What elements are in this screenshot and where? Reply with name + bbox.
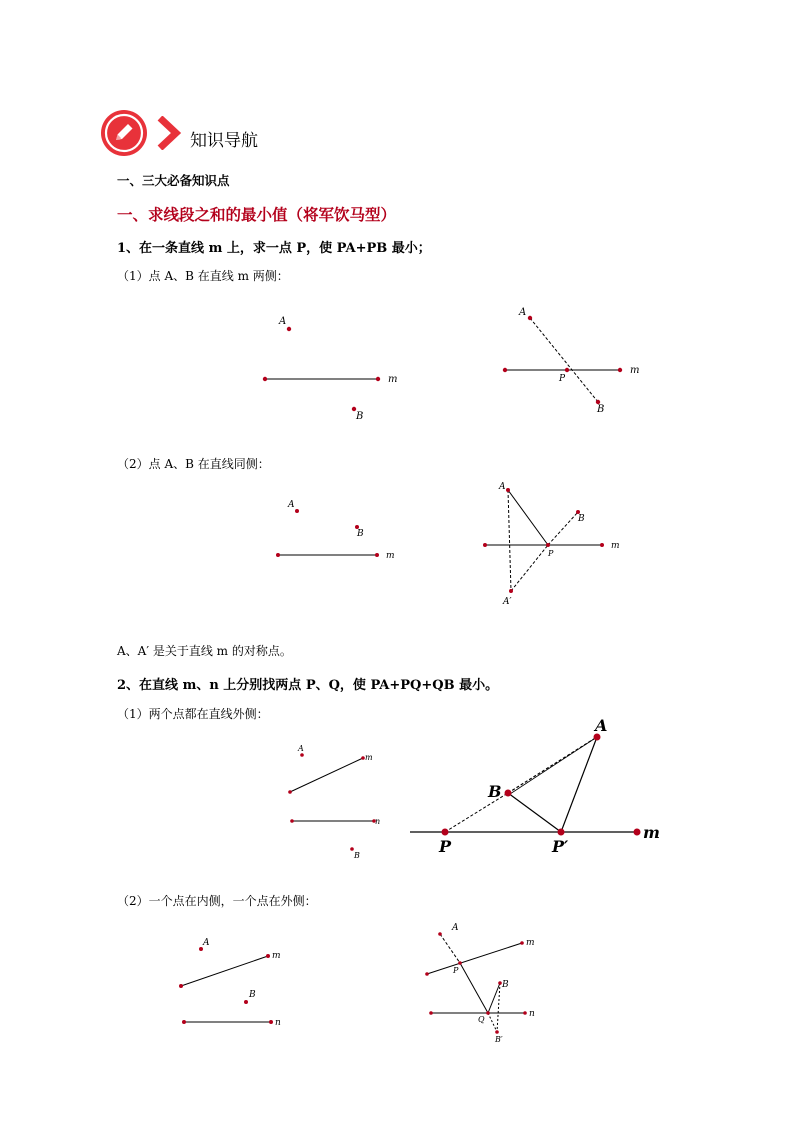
figure-q2-case1-solution — [405, 715, 670, 860]
label-P: P — [559, 374, 566, 384]
point-B — [505, 790, 512, 797]
label-P: P — [548, 549, 554, 558]
segment-QBprime-dashed — [488, 1013, 497, 1032]
q1-text: 1、在一条直线 m 上，求一点 P，使 PA+PB 最小； — [117, 241, 431, 256]
segment-AAprime-dashed — [508, 490, 511, 591]
figure-q1-case1-given — [250, 310, 410, 430]
label-m: m — [630, 365, 640, 376]
page-title: 知识导航 — [190, 131, 258, 151]
point-m-right — [520, 941, 524, 945]
label-A: A — [298, 744, 304, 753]
segment-AP-dashed — [440, 934, 460, 963]
figure-q2-case2-solution — [420, 915, 560, 1050]
label-Aprime: A′ — [503, 597, 512, 607]
q1-case2: （2）点 A、B 在直线同侧： — [117, 457, 270, 471]
point-n-right — [269, 1020, 273, 1024]
label-A: A — [519, 307, 527, 318]
point-m-right — [618, 368, 622, 372]
point-Pprime — [558, 829, 565, 836]
q1-note: A、A′ 是关于直线 m 的对称点。 — [117, 644, 292, 658]
figure-q2-case1-given — [280, 740, 390, 865]
point-B — [244, 1000, 248, 1004]
label-B: B — [249, 990, 256, 1000]
point-Aprime — [509, 589, 513, 593]
point-n-left — [182, 1020, 186, 1024]
label-B: B — [357, 529, 364, 539]
point-A — [295, 509, 299, 513]
segment-AB — [510, 737, 597, 794]
label-Q: Q — [478, 1015, 485, 1024]
point-m-left — [425, 972, 429, 976]
segment-AB-dashed — [530, 318, 598, 402]
point-m-left — [503, 368, 507, 372]
point-A — [528, 316, 532, 320]
figure-q1-case2-solution — [475, 475, 635, 610]
pencil-icon — [101, 110, 147, 156]
figure-q1-case2-given — [265, 490, 405, 570]
point-P — [546, 543, 550, 547]
label-m: m — [272, 951, 281, 961]
point-m-left — [263, 377, 267, 381]
label-B: B — [488, 782, 502, 801]
line-m — [290, 758, 363, 792]
point-m-right — [266, 954, 270, 958]
point-A — [506, 488, 510, 492]
segment-PQ — [460, 963, 488, 1013]
q2-case2: （2）一个点在内侧，一个点在外侧： — [117, 894, 317, 908]
point-A — [438, 932, 442, 936]
figure-q1-case1-solution — [495, 300, 655, 420]
label-A: A — [499, 482, 506, 492]
label-m: m — [526, 938, 535, 948]
label-Pprime: P′ — [552, 837, 569, 856]
point-m-left — [179, 984, 183, 988]
label-B: B — [597, 404, 605, 415]
label-n: n — [529, 1009, 535, 1019]
header-badge — [101, 110, 147, 156]
q2-text: 2、在直线 m、n 上分别找两点 P、Q，使 PA+PQ+QB 最小。 — [117, 678, 499, 693]
label-B: B — [502, 980, 509, 990]
point-m-left — [288, 790, 292, 794]
segment-BPprime — [508, 793, 561, 832]
section-title: 一、三大必备知识点 — [117, 173, 230, 188]
segment-APprime — [561, 737, 597, 832]
point-n-right — [523, 1011, 527, 1015]
label-m: m — [365, 753, 373, 762]
point-Bprime — [495, 1030, 499, 1034]
point-n-left — [429, 1011, 433, 1015]
point-A — [300, 753, 304, 757]
point-P — [458, 961, 462, 965]
figure-q2-case2-given — [170, 930, 295, 1035]
label-m: m — [388, 374, 398, 385]
label-A: A — [595, 716, 608, 735]
label-P: P — [453, 966, 459, 975]
label-m: m — [386, 551, 395, 561]
label-B: B — [354, 851, 360, 860]
label-m: m — [611, 541, 620, 551]
point-m-right — [634, 829, 641, 836]
label-n: n — [275, 1018, 281, 1028]
label-A: A — [279, 316, 287, 327]
label-A: A — [452, 923, 459, 933]
point-Q — [486, 1011, 490, 1015]
label-m: m — [643, 823, 660, 842]
label-P: P — [439, 837, 452, 856]
point-m-left — [276, 553, 280, 557]
label-n: n — [375, 817, 381, 826]
label-Bprime: B′ — [495, 1035, 503, 1044]
point-P — [565, 368, 569, 372]
point-m-right — [600, 543, 604, 547]
line-m — [427, 943, 522, 974]
red-heading: 一、求线段之和的最小值（将军饮马型） — [117, 205, 397, 224]
point-A — [287, 327, 291, 331]
segment-AprimeP-dashed — [511, 545, 548, 591]
segment-PB-dashed — [548, 512, 578, 545]
line-m — [181, 956, 268, 986]
label-B: B — [578, 514, 585, 524]
label-A: A — [288, 500, 295, 510]
label-A: A — [203, 938, 210, 948]
q2-case1: （1）两个点都在直线外侧： — [117, 707, 269, 721]
point-P — [442, 829, 449, 836]
point-m-left — [483, 543, 487, 547]
point-m-right — [375, 553, 379, 557]
point-n-left — [290, 819, 294, 823]
q1-case1: （1）点 A、B 在直线 m 两侧： — [117, 269, 289, 283]
segment-AP — [508, 490, 548, 545]
chevron-right-icon — [156, 116, 184, 150]
label-B: B — [356, 411, 364, 422]
point-m-right — [376, 377, 380, 381]
